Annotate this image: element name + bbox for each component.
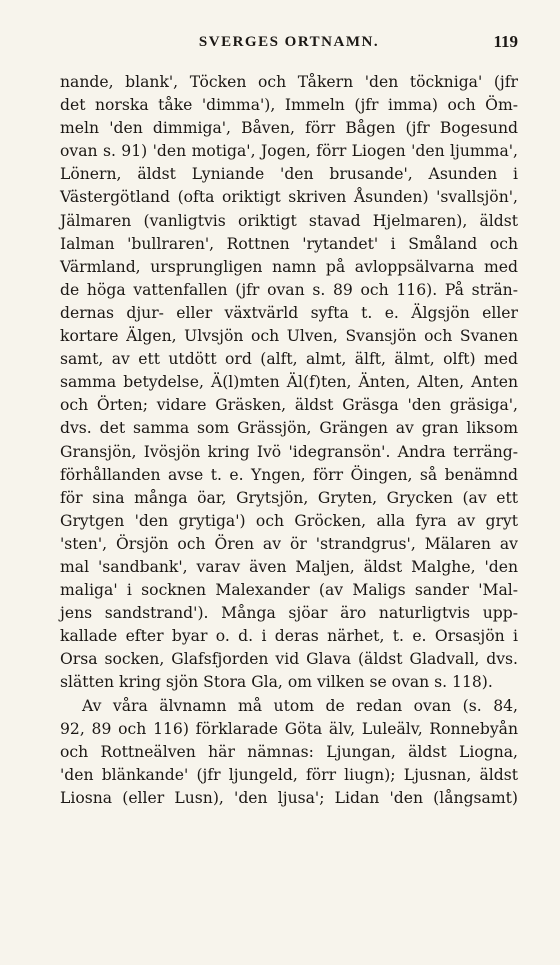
- text-line: jens sandstrand'). Många sjöar äro naturligtvis upp-: [60, 604, 518, 623]
- text-line: och Rottneälven här nämnas: Ljungan, äldst Liogna,: [60, 742, 518, 761]
- text-line: 92, 89 och 116) förklarade Göta älv, Luleälv, Ronnebyån: [60, 719, 518, 738]
- text-line: samt, av ett utdött ord (alft, almt, älft, älmt, olft) med: [60, 350, 518, 369]
- text-line: Lönern, äldst Lyniande 'den brusande', Asunden i: [60, 165, 518, 184]
- text-line: och Örten; vidare Gräsken, äldst Gräsga 'den gräsiga',: [60, 396, 518, 415]
- page-number: 119: [493, 32, 518, 51]
- text-line: ovan s. 91) 'den motiga', Jogen, förr Liogen 'den ljumma',: [60, 142, 518, 161]
- text-line: samma betydelse, Ä(l)mten Äl(f)ten, Änten, Alten, Anten: [60, 373, 518, 392]
- text-line: meln 'den dimmiga', Båven, förr Bågen (jfr Bogesund: [60, 119, 518, 138]
- text-line: Liosna (eller Lusn), 'den ljusa'; Lidan 'den (långsamt): [60, 788, 518, 807]
- text-line: Grytgen 'den grytiga') och Gröcken, alla fyra av gryt: [60, 511, 518, 530]
- body-text: [60, 71, 518, 810]
- text-line: maliga' i socknen Malexander (av Maligs sander 'Mal-: [60, 581, 518, 600]
- text-line: de höga vattenfallen (jfr ovan s. 89 och 116). På strän-: [60, 280, 518, 299]
- text-line: det norska tåke 'dimma'), Immeln (jfr imma) och Öm-: [60, 96, 518, 115]
- text-line: Jälmaren (vanligtvis oriktigt stavad Hjelmaren), äldst: [60, 211, 518, 230]
- text-line: Ialman 'bullraren', Rottnen 'rytandet' i Småland och: [60, 234, 518, 253]
- text-line: dvs. det samma som Grässjön, Grängen av gran liksom: [60, 419, 518, 438]
- text-line: 'den blänkande' (jfr ljungeld, förr liugn); Ljusnan, äldst: [60, 765, 518, 784]
- text-line: Av våra älvnamn må utom de redan ovan (s. 84,: [82, 696, 518, 715]
- running-title: SVERGES ORTNAMN.: [198, 34, 380, 50]
- text-line: Västergötland (ofta oriktigt skriven Åsunden) 'svallsjön',: [60, 188, 518, 207]
- text-line: 'sten', Örsjön och Ören av ör 'strandgrus', Mälaren av: [60, 534, 518, 553]
- text-line: Gransjön, Ivösjön kring Ivö 'idegransön'. Andra terräng-: [60, 442, 518, 461]
- text-line: slätten kring sjön Stora Gla, om vilken se ovan s. 118).: [60, 673, 493, 692]
- text-line: Värmland, ursprungligen namn på avloppsälvarna med: [60, 257, 518, 276]
- text-line: kortare Älgen, Ulvsjön och Ulven, Svansjön och Svanen: [60, 327, 518, 346]
- text-line: förhållanden avse t. e. Yngen, förr Öingen, så benämnd: [60, 465, 518, 484]
- text-line: kallade efter byar o. d. i deras närhet, t. e. Orsasjön i: [60, 627, 518, 646]
- text-line: för sina många öar, Grytsjön, Gryten, Grycken (av ett: [60, 488, 518, 507]
- text-line: nande, blank', Töcken och Tåkern 'den töckniga' (jfr: [60, 73, 518, 91]
- text-line: dernas djur- eller växtvärld syfta t. e. Älgsjön eller: [60, 303, 518, 322]
- text-line: Orsa socken, Glafsfjorden vid Glava (äldst Gladvall, dvs.: [60, 650, 518, 669]
- text-line: mal 'sandbank', varav även Maljen, äldst Malghe, 'den: [60, 557, 518, 576]
